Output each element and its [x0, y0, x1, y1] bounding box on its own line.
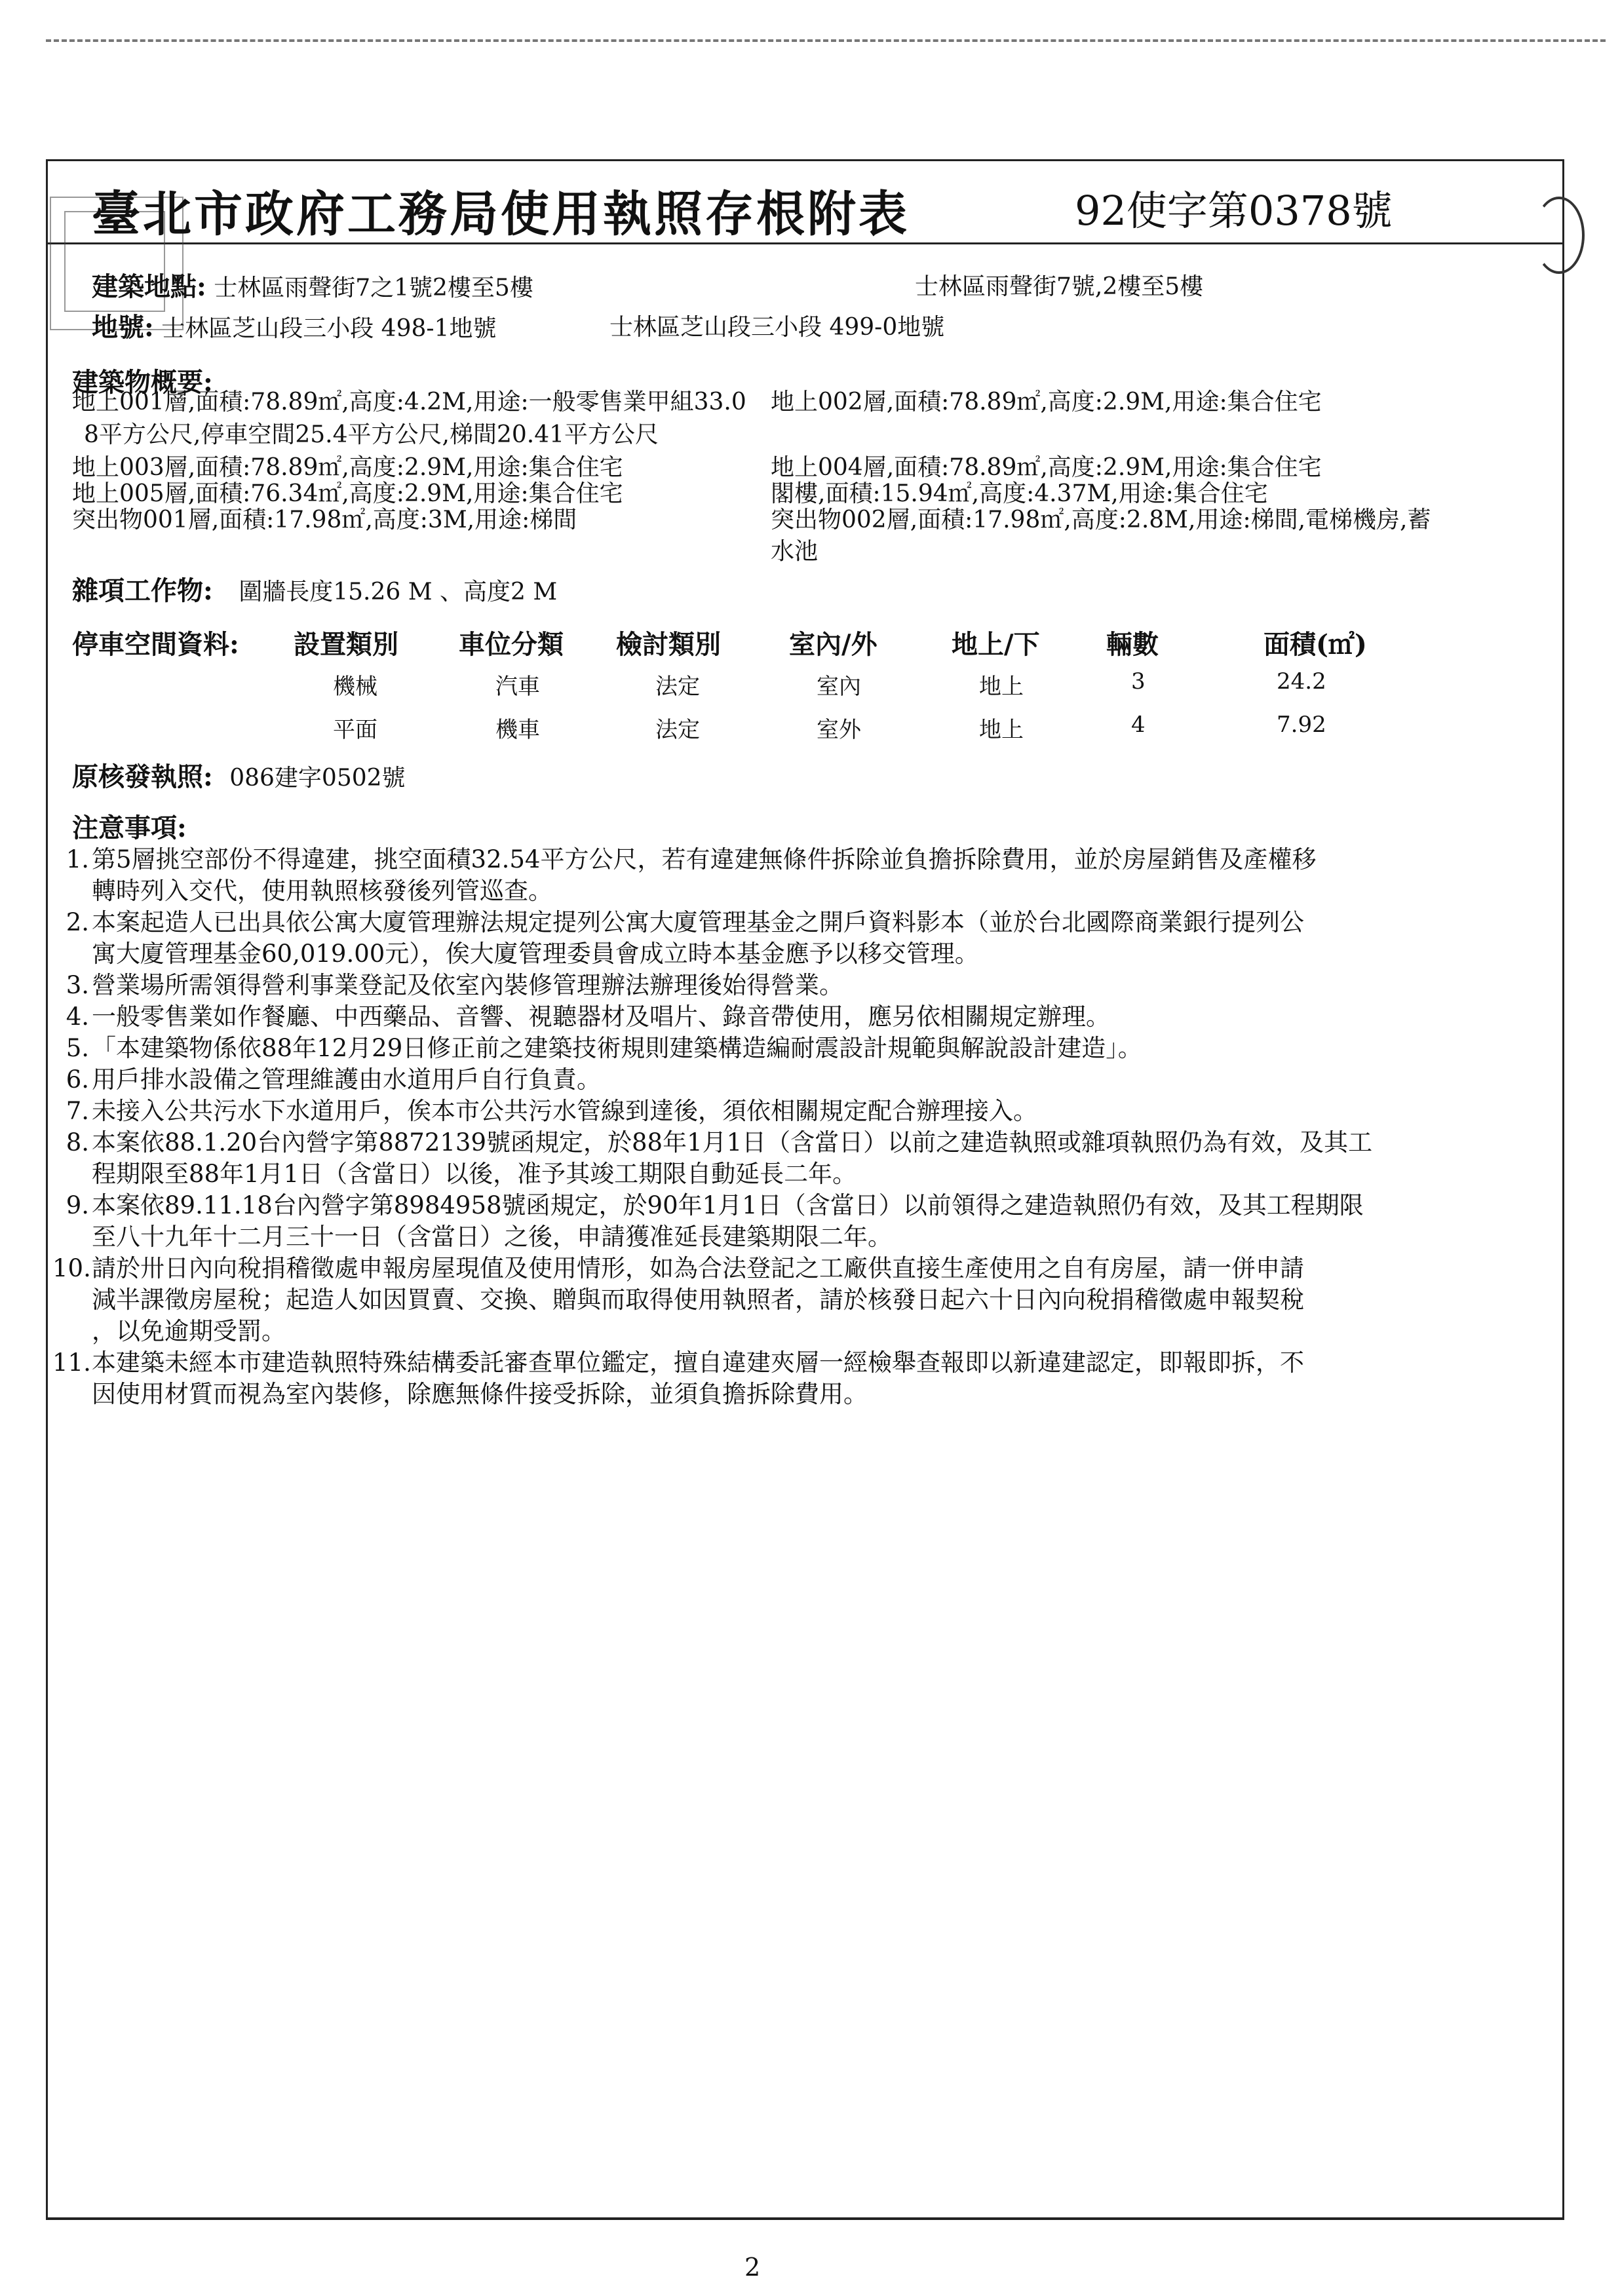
- note-line: 至八十九年十二月三十一日（含當日）之後，申請獲准延長建築期限二年。: [92, 1223, 892, 1251]
- note-item: [66, 907, 1475, 970]
- parking-row-1-area: 24.2: [1277, 668, 1326, 695]
- overview-line-2-left: 8平方公尺,停車空間25.4平方公尺,梯間20.41平方公尺: [84, 421, 659, 448]
- overview-line-3-left: 地上003層,面積:78.89㎡,高度:2.9M,用途:集合住宅: [72, 454, 623, 481]
- scan-top-border: [46, 39, 1606, 42]
- note-number: 3.: [66, 971, 89, 999]
- note-line: 第5層挑空部份不得違建，挑空面積32.54平方公尺，若有違建無條件拆除並負擔拆除費用，並於房屋銷售及產權移: [92, 845, 1317, 873]
- lot-label: 地號:: [92, 312, 154, 343]
- parking-row-1-review: 法定: [655, 674, 700, 700]
- note-number: 5.: [66, 1034, 89, 1062]
- parking-header-count: 輛數: [1106, 629, 1159, 660]
- parking-row-2-count: 4: [1131, 712, 1146, 738]
- address-value-right: 士林區雨聲街7號,2樓至5樓: [915, 273, 1204, 300]
- note-number: 9.: [66, 1191, 89, 1219]
- parking-header-level: 地上/下: [952, 629, 1040, 660]
- parking-header-category: 設置類別: [294, 629, 398, 660]
- note-item: [66, 970, 1475, 1001]
- parking-row-2-category: 平面: [333, 717, 377, 743]
- overview-line-4-left: 地上005層,面積:76.34㎡,高度:2.9M,用途:集合住宅: [72, 480, 623, 507]
- overview-line-1-right: 地上002層,面積:78.89㎡,高度:2.9M,用途:集合住宅: [771, 389, 1322, 415]
- note-item: [66, 1064, 1475, 1096]
- note-number: 7.: [66, 1097, 89, 1125]
- note-line: 減半課徵房屋稅；起造人如因買賣、交換、贈與而取得使用執照者，請於核發日起六十日內向稅捐稽徵處申報契稅: [92, 1286, 1304, 1314]
- note-item: [66, 844, 1475, 907]
- binding-hole-mark: [1533, 197, 1585, 274]
- overview-line-5-left: 突出物001層,面積:17.98㎡,高度:3M,用途:梯間: [72, 507, 577, 533]
- address-value-left: 士林區雨聲街7之1號2樓至5樓: [214, 275, 533, 301]
- misc-row: [72, 575, 558, 606]
- overview-line-5-right: 突出物002層,面積:17.98㎡,高度:2.8M,用途:梯間,電梯機房,蓄: [771, 507, 1431, 533]
- original-permit-label: 原核發執照:: [72, 761, 213, 792]
- parking-row-2-indoor: 室外: [817, 717, 861, 743]
- note-number: 1.: [66, 845, 89, 873]
- note-line: 本案依88.1.20台內營字第8872139號函規定，於88年1月1日（含當日）以前之建造執照或雜項執照仍為有效，及其工: [92, 1128, 1373, 1157]
- document-title: 臺北市政府工務局使用執照存根附表: [92, 186, 910, 242]
- note-number: 6.: [66, 1065, 89, 1094]
- parking-row-1-category: 機械: [333, 674, 377, 700]
- note-item: [66, 1190, 1475, 1253]
- note-number: 11.: [52, 1349, 91, 1377]
- document-bottom-rule: [46, 2217, 1564, 2220]
- note-line: 營業場所需領得營利事業登記及依室內裝修管理辦法辦理後始得營業。: [92, 971, 843, 999]
- parking-label: 停車空間資料:: [72, 629, 239, 660]
- note-item: [52, 1253, 1475, 1347]
- parking-header-area: 面積(㎡): [1263, 629, 1367, 660]
- address-label: 建築地點:: [92, 271, 206, 302]
- lot-value-right: 士林區芝山段三小段 499-0地號: [609, 314, 945, 341]
- note-number: 2.: [66, 908, 89, 936]
- parking-header-review: 檢討類別: [616, 629, 721, 660]
- misc-value: 圍牆長度15.26 M 、高度2 M: [239, 579, 558, 605]
- lot-value-left: 士林區芝山段三小段 498-1地號: [161, 315, 497, 342]
- overview-line-4-right: 閣樓,面積:15.94㎡,高度:4.37M,用途:集合住宅: [771, 480, 1268, 507]
- overview-line-6-right: 水池: [771, 538, 819, 565]
- parking-row-1-vehicle: 汽車: [495, 674, 540, 700]
- original-permit-value: 086建字0502號: [229, 765, 406, 792]
- note-line: 未接入公共污水下水道用戶，俟本市公共污水管線到達後，須依相關規定配合辦理接入。: [92, 1097, 1037, 1125]
- parking-row-1-level: 地上: [979, 674, 1024, 700]
- permit-number: 92使字第0378號: [1075, 187, 1393, 235]
- note-line: 請於卅日內向稅捐稽徵處申報房屋現值及使用情形，如為合法登記之工廠供直接生產使用之自有房屋，請一併申請: [92, 1254, 1304, 1282]
- note-number: 8.: [66, 1128, 89, 1157]
- note-line: 因使用材質而視為室內裝修，除應無條件接受拆除，並須負擔拆除費用。: [92, 1380, 868, 1408]
- overview-line-3-right: 地上004層,面積:78.89㎡,高度:2.9M,用途:集合住宅: [771, 454, 1322, 481]
- page-number: 2: [744, 2253, 761, 2282]
- note-line: 本建築未經本市建造執照特殊結構委託審查單位鑑定，擅自違建夾層一經檢舉查報即以新違建認定，即報即拆，不: [92, 1349, 1304, 1377]
- note-line: 本案依89.11.18台內營字第8984958號函規定，於90年1月1日（含當日）以前領得之建造執照仍有效，及其工程期限: [92, 1191, 1364, 1219]
- note-item: [66, 1033, 1475, 1064]
- parking-row-2-level: 地上: [979, 717, 1024, 743]
- parking-row-2-vehicle: 機車: [495, 717, 540, 743]
- note-item: [52, 1347, 1475, 1410]
- note-item: [66, 1096, 1475, 1127]
- original-permit-row: [72, 761, 406, 792]
- note-number: 4.: [66, 1003, 89, 1031]
- parking-row-2-area: 7.92: [1277, 712, 1326, 738]
- note-line: 轉時列入交代，使用執照核發後列管巡查。: [92, 877, 552, 905]
- parking-header-vehicle: 車位分類: [459, 629, 564, 660]
- parking-row-1-indoor: 室內: [817, 674, 861, 700]
- overview-line-1-left: 地上001層,面積:78.89㎡,高度:4.2M,用途:一般零售業甲組33.0: [72, 389, 746, 415]
- misc-label: 雜項工作物:: [72, 575, 213, 606]
- note-line: 「本建築物係依88年12月29日修正前之建築技術規則建築構造編耐震設計規範與解說設計建造」。: [92, 1034, 1142, 1062]
- note-line: ，以免逾期受罰。: [92, 1317, 286, 1345]
- lot-row: [92, 312, 497, 343]
- note-line: 一般零售業如作餐廳、中西藥品、音響、視聽器材及唱片、錄音帶使用，應另依相關規定辦理。: [92, 1003, 1110, 1031]
- notes-label: 注意事項:: [72, 813, 187, 843]
- parking-row-1-count: 3: [1131, 668, 1146, 695]
- parking-header-indoor: 室內/外: [789, 629, 878, 660]
- note-item: [66, 1127, 1475, 1190]
- note-line: 用戶排水設備之管理維護由水道用戶自行負責。: [92, 1065, 601, 1094]
- note-number: 10.: [52, 1254, 91, 1282]
- overview-label: 建築物概要:: [72, 367, 213, 398]
- address-row: [92, 271, 533, 302]
- parking-row-2-review: 法定: [655, 717, 700, 743]
- note-line: 本案起造人已出具依公寓大廈管理辦法規定提列公寓大廈管理基金之開戶資料影本（並於台北國際商業銀行提列公: [92, 908, 1304, 936]
- note-line: 寓大廈管理基金60,019.00元），俟大廈管理委員會成立時本基金應予以移交管理。: [92, 940, 979, 968]
- note-item: [66, 1001, 1475, 1033]
- note-line: 程期限至88年1月1日（含當日）以後，准予其竣工期限自動延長二年。: [92, 1160, 857, 1188]
